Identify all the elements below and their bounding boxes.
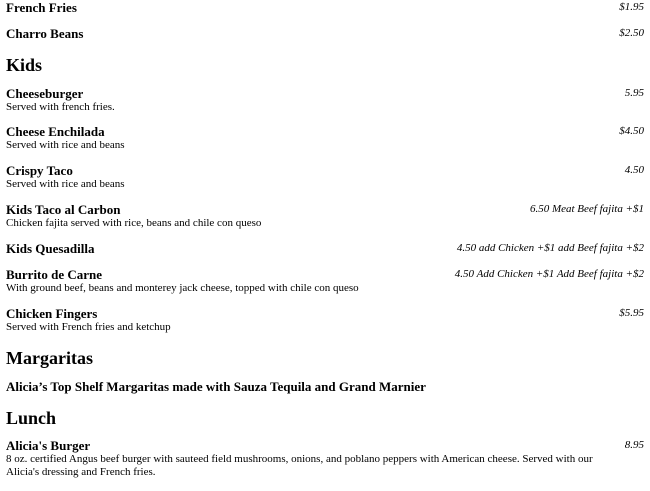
item-price: $1.95 xyxy=(619,1,644,13)
menu-item-cheese-enchilada xyxy=(6,124,644,152)
item-name: Kids Taco al Carbon xyxy=(6,202,121,217)
menu-item-crispy-taco xyxy=(6,163,644,191)
menu-item-kids-taco-al-carbon xyxy=(6,202,644,230)
item-price: 4.50 xyxy=(624,164,644,176)
item-description: Served with rice and beans xyxy=(6,139,125,151)
item-description: 8 oz. certified Angus beef burger with sauteed field mushrooms, onions, and poblano peppers with American cheese. Served with our Alicia's dressing and French fries. xyxy=(6,453,593,478)
item-name: Charro Beans xyxy=(6,26,84,41)
item-description: Served with French fries and ketchup xyxy=(6,321,171,333)
item-price: 4.50 add Chicken +$1 add Beef fajita +$2 xyxy=(456,242,644,254)
item-description: With ground beef, beans and monterey jack cheese, topped with chile con queso xyxy=(6,282,359,294)
menu-item-charro-beans xyxy=(6,26,644,41)
item-name: Alicia's Burger xyxy=(6,438,91,453)
item-name: Kids Quesadilla xyxy=(6,241,95,256)
item-price: $4.50 xyxy=(619,125,644,137)
menu-item-alicias-burger xyxy=(6,438,644,479)
item-price: 4.50 Add Chicken +$1 Add Beef fajita +$2 xyxy=(454,268,644,280)
section-title-kids: Kids xyxy=(6,55,43,75)
item-price: 6.50 Meat Beef fajita +$1 xyxy=(529,203,644,215)
item-name: Cheeseburger xyxy=(6,86,84,101)
menu-item-french-fries xyxy=(6,0,644,15)
item-description: Served with french fries. xyxy=(6,101,115,113)
menu-item-cheeseburger xyxy=(6,86,644,114)
item-name: Burrito de Carne xyxy=(6,267,103,282)
item-name: Crispy Taco xyxy=(6,163,73,178)
margaritas-tagline: Alicia’s Top Shelf Margaritas made with Sauza Tequila and Grand Marnier xyxy=(6,379,426,394)
menu-item-kids-quesadilla xyxy=(6,241,644,256)
item-description: Chicken fajita served with rice, beans and chile con queso xyxy=(6,217,262,229)
item-price: 5.95 xyxy=(624,87,644,99)
section-title-margaritas: Margaritas xyxy=(6,348,93,368)
item-name: Chicken Fingers xyxy=(6,306,98,321)
item-price: $2.50 xyxy=(619,27,644,39)
item-name: Cheese Enchilada xyxy=(6,124,105,139)
item-price: $5.95 xyxy=(619,307,644,319)
item-description: Served with rice and beans xyxy=(6,178,125,190)
item-price: 8.95 xyxy=(624,439,644,451)
menu-item-burrito-de-carne xyxy=(6,267,644,295)
section-title-lunch: Lunch xyxy=(6,408,57,428)
item-name: French Fries xyxy=(6,0,77,15)
menu-item-chicken-fingers xyxy=(6,306,644,334)
